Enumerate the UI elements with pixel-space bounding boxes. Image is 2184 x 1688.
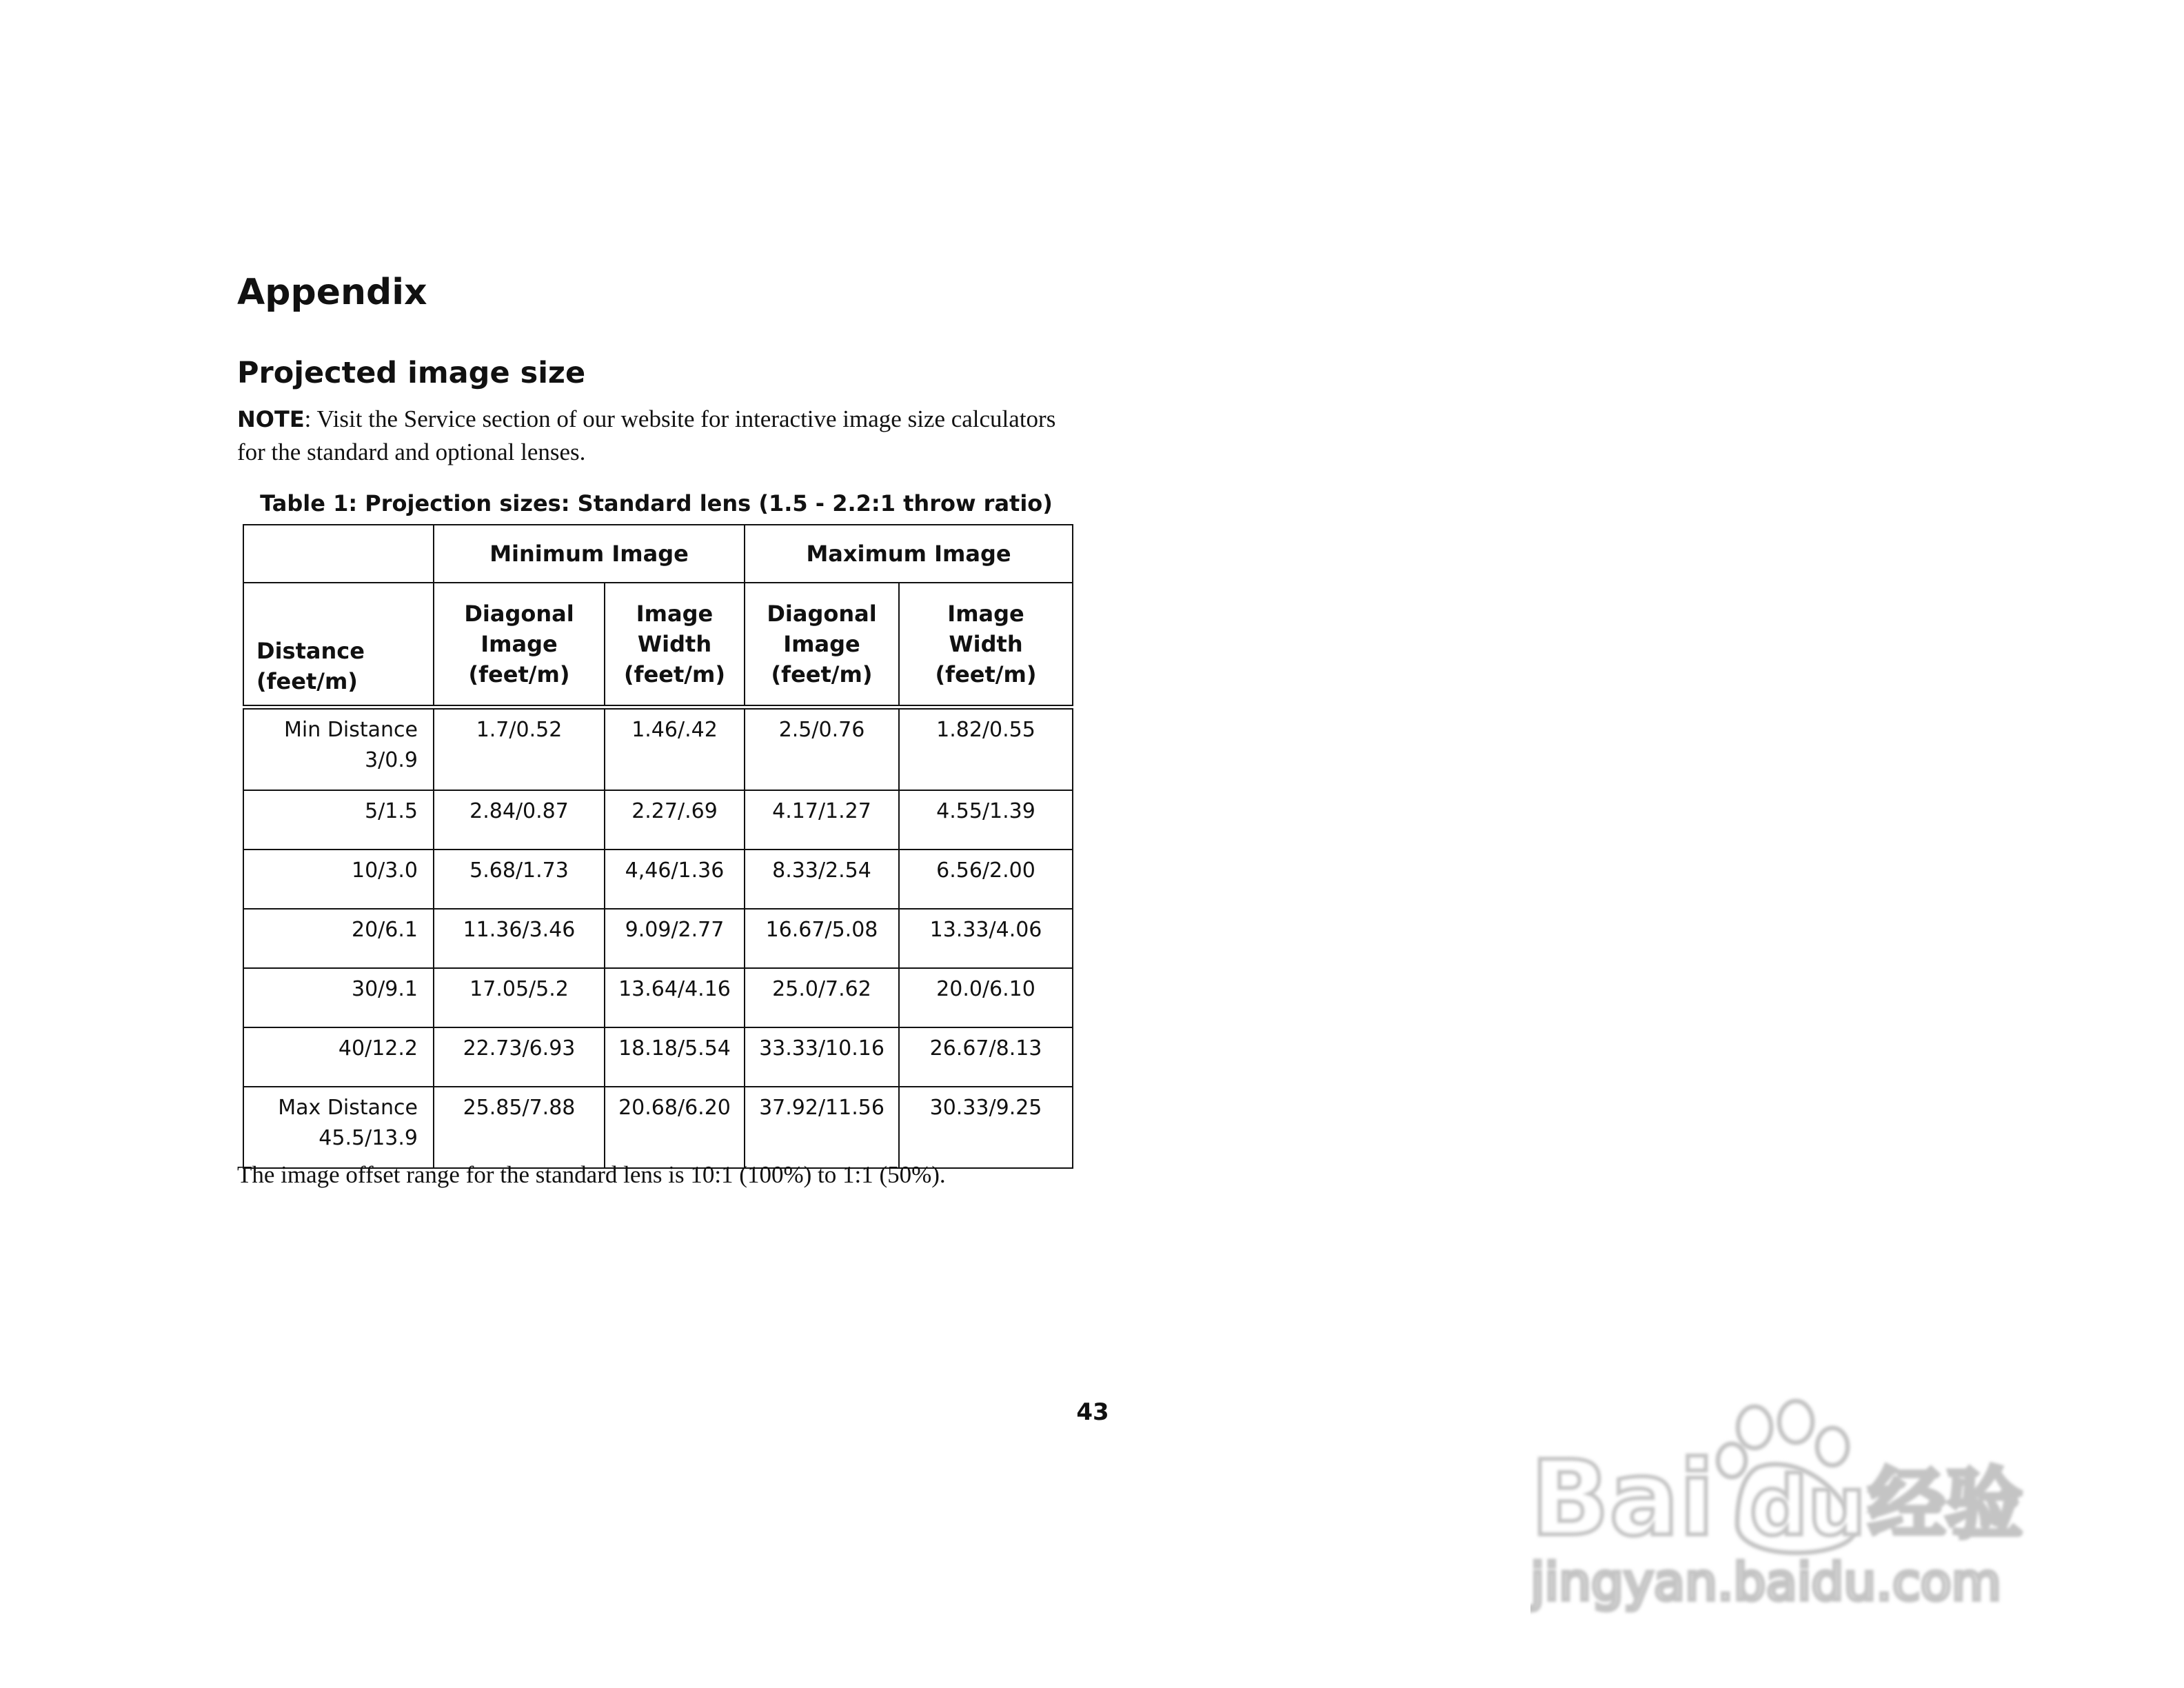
note-paragraph bbox=[237, 403, 1078, 468]
group-header-minimum: Minimum Image bbox=[434, 525, 745, 583]
distance-value: 45.5/13.9 bbox=[318, 1126, 418, 1150]
max-diagonal-cell: 25.0/7.62 bbox=[745, 968, 899, 1027]
header-line: Image bbox=[947, 601, 1024, 627]
distance-cell bbox=[243, 707, 434, 791]
page-title: Appendix bbox=[237, 272, 427, 313]
min-width-cell: 9.09/2.77 bbox=[605, 909, 745, 968]
note-text: : Visit the Service section of our website for interactive image size calculators for the standard and optional lenses. bbox=[237, 405, 1056, 465]
min-width-cell: 1.46/.42 bbox=[605, 707, 745, 791]
column-header-max-width bbox=[899, 583, 1073, 707]
table-row bbox=[243, 707, 1073, 791]
distance-cell: 20/6.1 bbox=[243, 909, 434, 968]
header-line: (feet/m) bbox=[468, 661, 570, 687]
distance-cell: 40/12.2 bbox=[243, 1027, 434, 1087]
max-width-cell: 20.0/6.10 bbox=[899, 968, 1073, 1027]
header-line: Distance bbox=[256, 638, 365, 664]
header-line: Image bbox=[481, 631, 558, 657]
header-line: (feet/m) bbox=[935, 661, 1037, 687]
watermark-brand-du: du bbox=[1750, 1458, 1866, 1554]
min-diagonal-cell: 5.68/1.73 bbox=[434, 850, 605, 909]
distance-label: Max Distance bbox=[278, 1096, 418, 1120]
max-width-cell: 26.67/8.13 bbox=[899, 1027, 1073, 1087]
projection-table bbox=[243, 524, 1073, 1169]
column-header-max-diagonal bbox=[745, 583, 899, 707]
header-line: (feet/m) bbox=[256, 668, 358, 694]
table-row bbox=[243, 1087, 1073, 1168]
column-header-distance bbox=[243, 583, 434, 707]
header-line: Diagonal bbox=[767, 601, 877, 627]
table-group-header-row bbox=[243, 525, 1073, 583]
max-diagonal-cell: 33.33/10.16 bbox=[745, 1027, 899, 1087]
max-width-cell: 1.82/0.55 bbox=[899, 707, 1073, 791]
empty-header-cell bbox=[243, 525, 434, 583]
distance-cell: 30/9.1 bbox=[243, 968, 434, 1027]
column-header-min-width bbox=[605, 583, 745, 707]
watermark-url: jingyan.baidu.com bbox=[1530, 1553, 2001, 1612]
max-width-cell: 6.56/2.00 bbox=[899, 850, 1073, 909]
min-diagonal-cell: 22.73/6.93 bbox=[434, 1027, 605, 1087]
max-diagonal-cell: 2.5/0.76 bbox=[745, 707, 899, 791]
max-diagonal-cell: 16.67/5.08 bbox=[745, 909, 899, 968]
distance-value: 3/0.9 bbox=[365, 748, 418, 772]
watermark-chinese: 经验 bbox=[1868, 1460, 2023, 1549]
min-width-cell: 4,46/1.36 bbox=[605, 850, 745, 909]
table-caption: Table 1: Projection sizes: Standard lens (1.5 - 2.2:1 throw ratio) bbox=[260, 490, 1053, 516]
header-line: (feet/m) bbox=[624, 661, 725, 687]
table-row bbox=[243, 790, 1073, 850]
distance-cell bbox=[243, 1087, 434, 1168]
max-width-cell: 30.33/9.25 bbox=[899, 1087, 1073, 1168]
max-width-cell: 4.55/1.39 bbox=[899, 790, 1073, 850]
header-line: (feet/m) bbox=[771, 661, 873, 687]
min-width-cell: 13.64/4.16 bbox=[605, 968, 745, 1027]
min-diagonal-cell: 17.05/5.2 bbox=[434, 968, 605, 1027]
group-header-maximum: Maximum Image bbox=[745, 525, 1073, 583]
section-title: Projected image size bbox=[237, 356, 586, 390]
table-row bbox=[243, 850, 1073, 909]
page-number: 43 bbox=[1076, 1398, 1109, 1426]
max-width-cell: 13.33/4.06 bbox=[899, 909, 1073, 968]
baidu-watermark bbox=[1530, 1393, 2054, 1620]
table-row bbox=[243, 968, 1073, 1027]
table-row bbox=[243, 909, 1073, 968]
distance-cell: 5/1.5 bbox=[243, 790, 434, 850]
min-width-cell: 2.27/.69 bbox=[605, 790, 745, 850]
header-line: Diagonal bbox=[464, 601, 574, 627]
header-line: Width bbox=[637, 631, 712, 657]
header-line: Image bbox=[783, 631, 860, 657]
column-header-min-diagonal bbox=[434, 583, 605, 707]
min-width-cell: 20.68/6.20 bbox=[605, 1087, 745, 1168]
distance-cell: 10/3.0 bbox=[243, 850, 434, 909]
min-diagonal-cell: 25.85/7.88 bbox=[434, 1087, 605, 1168]
header-line: Image bbox=[636, 601, 714, 627]
min-width-cell: 18.18/5.54 bbox=[605, 1027, 745, 1087]
table-row bbox=[243, 1027, 1073, 1087]
distance-label: Min Distance bbox=[284, 718, 418, 742]
min-diagonal-cell: 1.7/0.52 bbox=[434, 707, 605, 791]
max-diagonal-cell: 8.33/2.54 bbox=[745, 850, 899, 909]
table-column-header-row bbox=[243, 583, 1073, 707]
watermark-brand: Bai bbox=[1530, 1439, 1715, 1559]
note-label: NOTE bbox=[237, 406, 305, 432]
max-diagonal-cell: 37.92/11.56 bbox=[745, 1087, 899, 1168]
header-line: Width bbox=[949, 631, 1023, 657]
max-diagonal-cell: 4.17/1.27 bbox=[745, 790, 899, 850]
offset-range-text: The image offset range for the standard lens is 10:1 (100%) to 1:1 (50%). bbox=[237, 1161, 946, 1188]
min-diagonal-cell: 11.36/3.46 bbox=[434, 909, 605, 968]
min-diagonal-cell: 2.84/0.87 bbox=[434, 790, 605, 850]
